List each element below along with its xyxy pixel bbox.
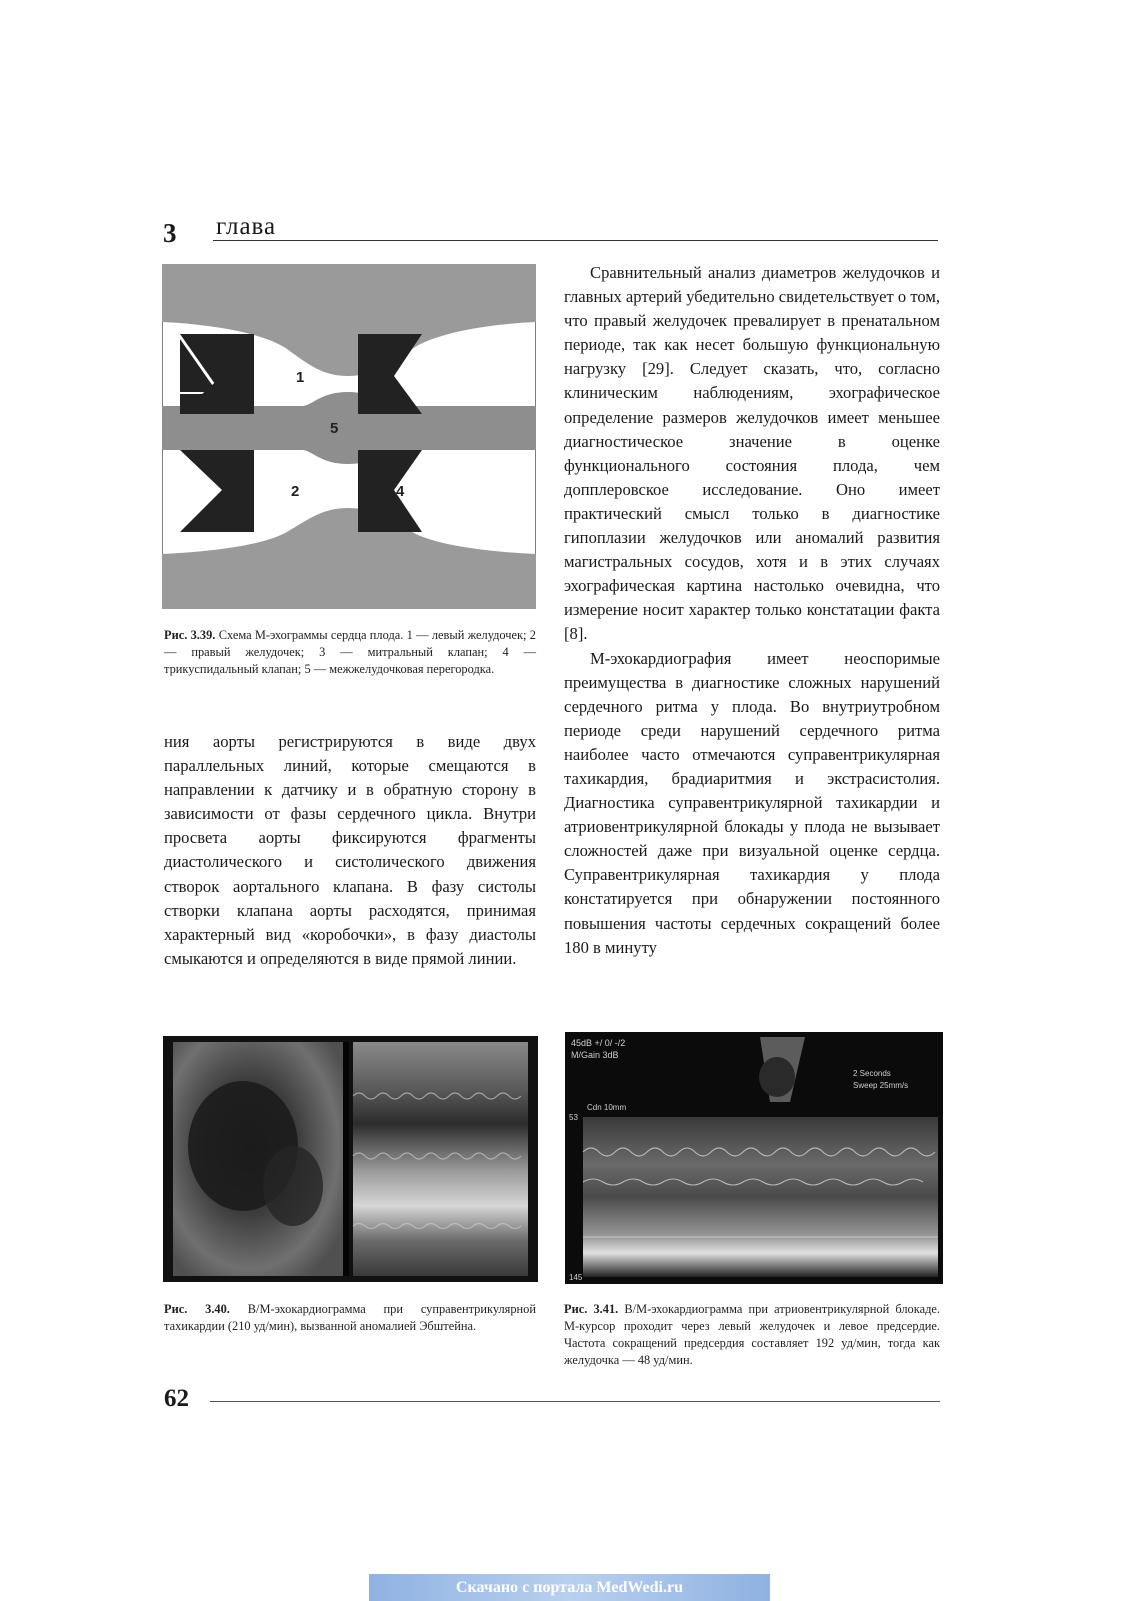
chapter-word: глава <box>216 213 277 240</box>
caption-label: Рис. 3.41. <box>564 1302 619 1316</box>
header-rule <box>213 240 938 241</box>
overlay-seconds: 2 Seconds <box>853 1069 891 1078</box>
page-number: 62 <box>164 1385 189 1412</box>
download-watermark[interactable]: Скачано с портала MedWedi.ru <box>369 1574 770 1601</box>
depth-bottom: 145 <box>569 1273 583 1282</box>
overlay-sweep: Sweep 25mm/s <box>853 1081 909 1090</box>
label-4: 4 <box>396 483 405 500</box>
figure-3-40-caption <box>164 1301 536 1335</box>
figure-3-40-image <box>163 1036 538 1282</box>
caption-text: В/М-эхокардиограмма при суправентрикулярной тахикардии (210 уд/мин), вызванной аномалией Эбштейна. <box>164 1302 537 1333</box>
caption-text: В/М-эхокардиограмма при атриовентрикулярной блокаде. М-курсор проходит через левый желудочек и левое предсердие. Частота сокращений предсердия составляет 192 уд/мин, тогда как желудочка — 48 уд/мин. <box>564 1302 940 1367</box>
overlay-mgain: M/Gain 3dB <box>571 1050 619 1060</box>
chapter-number: 3 <box>163 218 177 248</box>
caption-label: Рис. 3.39. <box>164 628 216 642</box>
caption-text: Схема М-эхограммы сердца плода. 1 — левый желудочек; 2 — правый желудочек; 3 — митральный клапан; 4 — трикуспидальный клапан; 5 — межжелудочковая перегородка. <box>164 628 536 676</box>
label-5: 5 <box>330 420 339 437</box>
caption-label: Рис. 3.40. <box>164 1302 230 1316</box>
left-column-text <box>164 730 536 971</box>
label-2: 2 <box>291 483 300 500</box>
paragraph: Сравнительный анализ диаметров желудочков и главных артерий убедительно свидетельствует о том, что правый желудочек превалирует в пренатальном периоде, так как несет большую функциональную нагрузку [29]. Следует сказать, что, согласно клиническим наблюдениям, эхографическое определение размеров желудочков имеет меньшее диагностическое значение в оценке функционального состояния плода, чем допплеровское исследование. Оно имеет практический смысл только в диагностике гипоплазии желудочков или аномалий развития магистральных сосудов, хотя и в этих случаях эхографическая картина настолько очевидна, что измерение носит характер только констатации факта [8]. <box>564 263 940 644</box>
overlay-gain: 45dB +/ 0/ -/2 <box>571 1038 626 1048</box>
overlay-scale: Cdn 10mm <box>587 1103 627 1112</box>
label-1: 1 <box>296 369 305 386</box>
label-3: 3 <box>383 366 392 383</box>
figure-3-41-caption <box>564 1301 940 1369</box>
footer-rule <box>210 1401 940 1402</box>
paragraph: ния аорты регистрируются в виде двух параллельных линий, которые смещаются в направлении к датчику и в обратную сторону в зависимости от фазы сердечного цикла. Внутри просвета аорты фиксируются фрагменты диастолического и систолического движения створок аортального клапана. В фазу систолы створки клапана аорты расходятся, принимая характерный вид «коробочки», в фазу диастолы смыкаются и определяются в виде прямой линии. <box>164 732 536 968</box>
paragraph: М-эхокардиография имеет неоспоримые преимущества в диагностике сложных нарушений сердечного ритма у плода. Во внутриутробном периоде среди нарушений сердечного ритма наиболее часто отмечаются суправентрикулярная тахикардия, брадиаритмия и экстрасистолия. Диагностика суправентрикулярной тахикардии и атриовентрикулярной блокады у плода не вызывает сложностей даже при визуальной оценке сердца. Суправентрикулярная тахикардия у плода констатируется при обнаружении постоянного повышения частоты сердечных сокращений более 180 в минуту <box>564 648 940 957</box>
right-column-text <box>564 261 940 960</box>
figure-3-41-image <box>565 1032 943 1284</box>
figure-3-39-caption <box>164 627 536 678</box>
depth-top: 53 <box>569 1113 578 1122</box>
figure-3-39-diagram <box>162 264 536 609</box>
